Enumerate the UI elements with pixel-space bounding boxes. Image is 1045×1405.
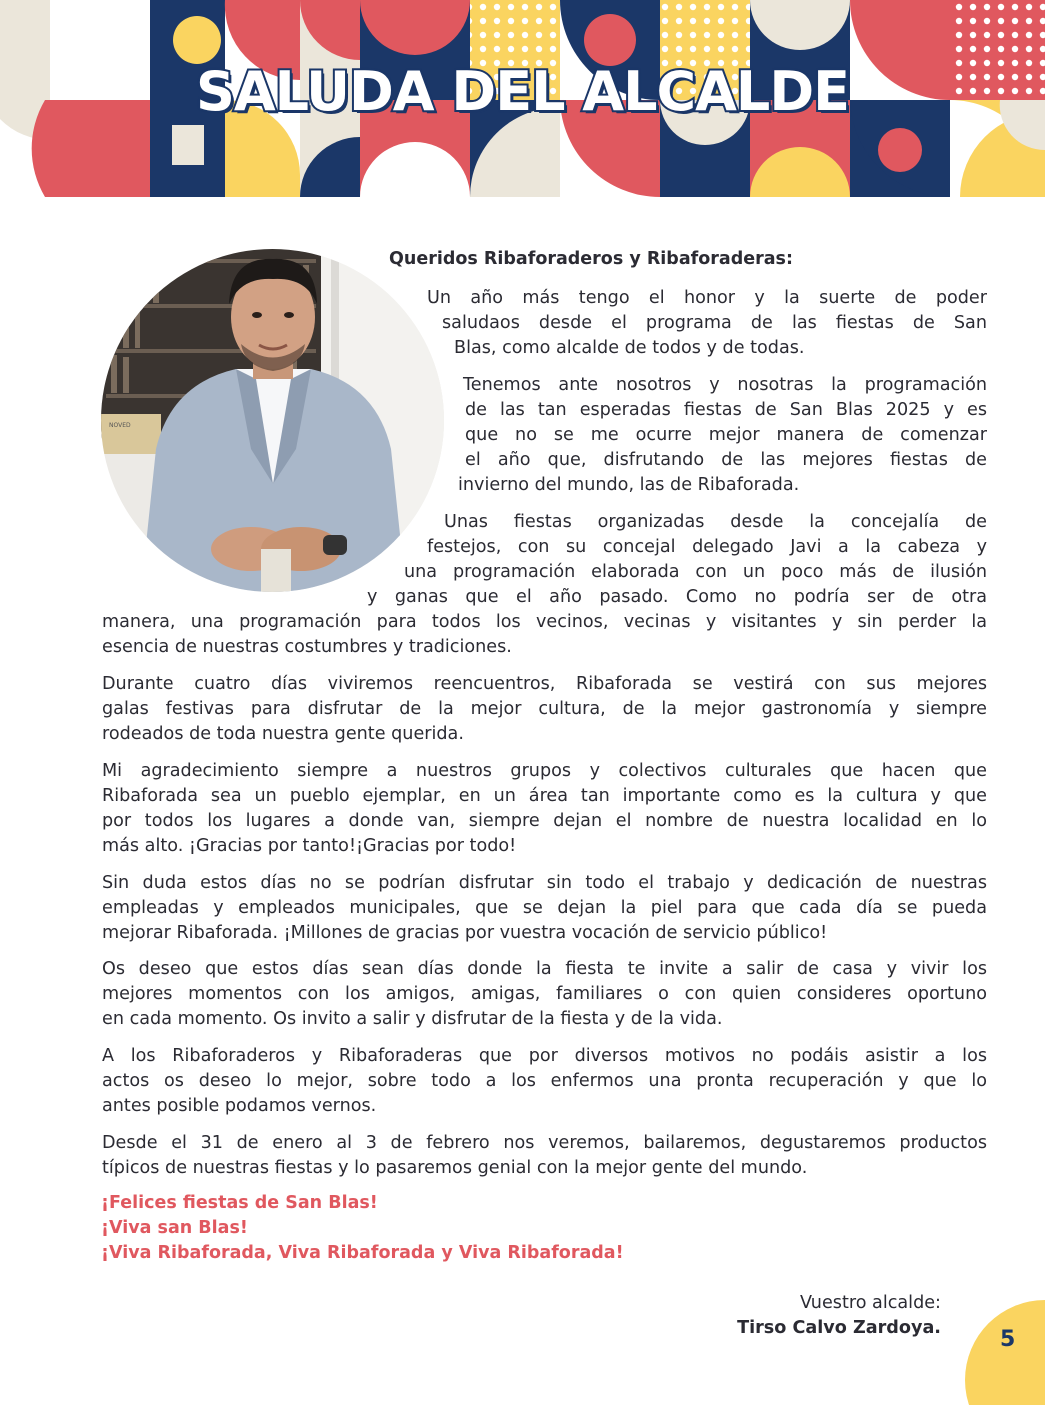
body-line: Desde el 31 de enero al 3 de febrero nos veremos, bailaremos, degustaremos productos	[102, 1133, 987, 1153]
page-title: SALUDA DEL ALCALDE	[195, 60, 850, 123]
body-line: antes posible podamos vernos.	[102, 1096, 377, 1116]
body-line: Sin duda estos días no se podrían disfrutar sin todo el trabajo y dedicación de nuestras	[102, 873, 987, 893]
body-line: actos os deseo lo mejor, sobre todo a los enfermos una pronta recuperación y que lo	[102, 1071, 987, 1091]
body-line: esencia de nuestras costumbres y tradiciones.	[102, 637, 512, 657]
greeting: Queridos Ribaforaderos y Ribaforaderas:	[389, 249, 793, 269]
mayor-portrait	[101, 249, 444, 592]
body-line: Unas fiestas organizadas desde la concejalía de	[444, 512, 987, 532]
book-label: NOVED	[109, 422, 131, 429]
cheer-line: ¡Viva Ribaforada, Viva Ribaforada y Viva Ribaforada!	[101, 1243, 624, 1263]
body-line: Un año más tengo el honor y la suerte de poder	[427, 288, 987, 308]
body-line: Os deseo que estos días sean días donde la fiesta te invite a salir de casa y vivir los	[102, 959, 987, 979]
body-line: empleadas y empleados municipales, que se dejan la piel para que cada día se pueda	[102, 898, 987, 918]
body-line: Blas, como alcalde de todos y de todas.	[454, 338, 805, 358]
body-line: Ribaforada sea un pueblo ejemplar, en un área tan importante como es la cultura y que	[102, 786, 987, 806]
body-line: Durante cuatro días viviremos reencuentros, Ribaforada se vestirá con sus mejores	[102, 674, 987, 694]
header-banner	[0, 0, 1045, 197]
body-line: más alto. ¡Gracias por tanto!¡Gracias por todo!	[102, 836, 517, 856]
body-line: por todos los lugares a donde van, siempre dejan el nombre de nuestra localidad en lo	[102, 811, 987, 831]
body-line: Tenemos ante nosotros y nosotras la programación	[463, 375, 987, 395]
body-line: típicos de nuestras fiestas y lo pasaremos genial con la mejor gente del mundo.	[102, 1158, 808, 1178]
body-line: rodeados de toda nuestra gente querida.	[102, 724, 464, 744]
body-line: A los Ribaforaderos y Ribaforaderas que por diversos motivos no podáis asistir a los	[102, 1046, 987, 1066]
body-line: y ganas que el año pasado. Como no podría ser de otra	[367, 587, 987, 607]
body-line: mejores momentos con los amigos, amigas, familiares o con quien consideres oportuno	[102, 984, 987, 1004]
signature-name: Tirso Calvo Zardoya.	[737, 1318, 941, 1338]
cheer-line: ¡Viva san Blas!	[101, 1218, 248, 1238]
body-line: el año que, disfrutando de las mejores fiestas de	[465, 450, 987, 470]
body-line: galas festivas para disfrutar de la mejor cultura, de la mejor gastronomía y siempre	[102, 699, 987, 719]
body-line: que no se me ocurre mejor manera de comenzar	[465, 425, 987, 445]
body-line: saludaos desde el programa de las fiestas de San	[442, 313, 987, 333]
page-corner-decoration	[965, 1300, 1045, 1405]
signature-role: Vuestro alcalde:	[799, 1293, 941, 1313]
body-line: en cada momento. Os invito a salir y disfrutar de la fiesta y de la vida.	[102, 1009, 723, 1029]
body-line: invierno del mundo, las de Ribaforada.	[458, 475, 800, 495]
body-line: mejorar Ribaforada. ¡Millones de gracias por vuestra vocación de servicio público!	[102, 923, 828, 943]
body-line: una programación elaborada con un poco más de ilusión	[404, 562, 987, 582]
body-line: Mi agradecimiento siempre a nuestros grupos y colectivos culturales que hacen que	[102, 761, 987, 781]
body-line: manera, una programación para todos los vecinos, vecinas y visitantes y sin perder la	[102, 612, 987, 632]
page-number: 5	[1000, 1327, 1016, 1352]
body-line: de las tan esperadas fiestas de San Blas 2025 y es	[465, 400, 987, 420]
cheer-line: ¡Felices fiestas de San Blas!	[101, 1193, 378, 1213]
body-line: festejos, con su concejal delegado Javi a la cabeza y	[427, 537, 987, 557]
